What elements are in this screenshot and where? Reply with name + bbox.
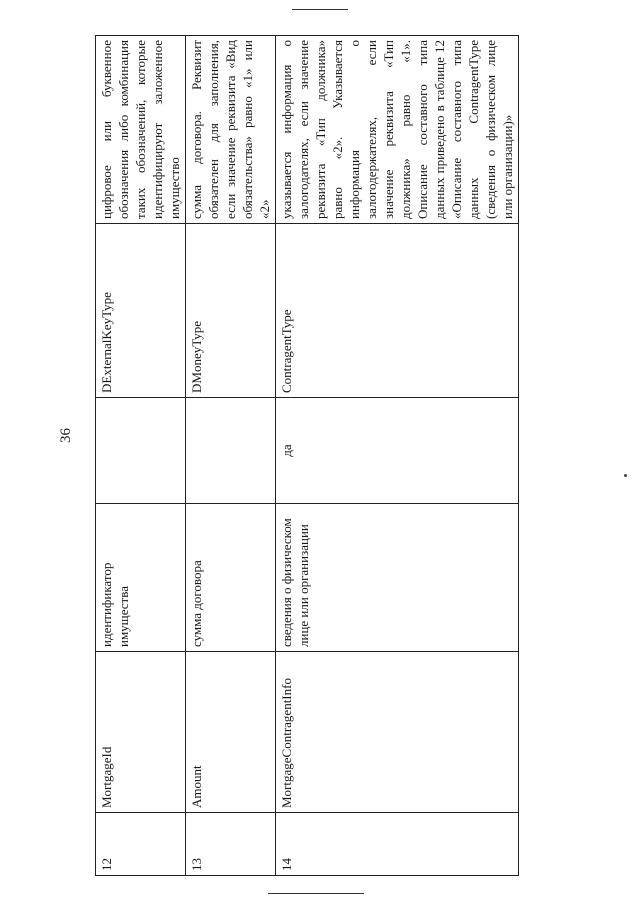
table-row bbox=[186, 36, 276, 876]
element-description: сумма договора bbox=[186, 504, 276, 652]
page-number: 36 bbox=[58, 428, 74, 443]
scan-speck bbox=[624, 474, 627, 477]
element-type: DExternalKeyType bbox=[96, 224, 186, 398]
element-name: MortgageContragentInfo bbox=[276, 652, 519, 813]
element-description: сведения о физическом лице или организации bbox=[276, 504, 519, 652]
element-description: идентификатор имущества bbox=[96, 504, 186, 652]
required-flag bbox=[186, 398, 276, 504]
table-row bbox=[96, 36, 186, 876]
element-notes: указывается информация о залогодателях, если значение реквизита «Тип должника» равно «2». Указывается информация о залогодержателях, если значение реквизита «Тип должника» равно «1». Описание составного типа данных приведено в таблице 12 «Описание составного типа данных ContragentType (сведения о физическом лице или организации)» bbox=[276, 36, 519, 224]
scan-mark-bottom bbox=[268, 893, 364, 894]
required-flag bbox=[96, 398, 186, 504]
scan-mark-top bbox=[292, 9, 348, 10]
table-row bbox=[276, 36, 519, 876]
row-number: 12 bbox=[96, 813, 186, 876]
element-notes: сумма договора. Реквизит обязателен для заполнения, если значение реквизита «Вид обязательства» равно «1» или «2» bbox=[186, 36, 276, 224]
row-number: 14 bbox=[276, 813, 519, 876]
element-name: MortgageId bbox=[96, 652, 186, 813]
attributes-table bbox=[95, 35, 519, 876]
element-type: ContragentType bbox=[276, 224, 519, 398]
element-type: DMoneyType bbox=[186, 224, 276, 398]
element-name: Amount bbox=[186, 652, 276, 813]
required-flag: да bbox=[276, 398, 519, 504]
document-table-rotated bbox=[95, 36, 540, 876]
element-notes: цифровое или буквенное обозначения либо комбинация таких обозначений, которые идентифицируют заложенное имущество bbox=[96, 36, 186, 224]
row-number: 13 bbox=[186, 813, 276, 876]
